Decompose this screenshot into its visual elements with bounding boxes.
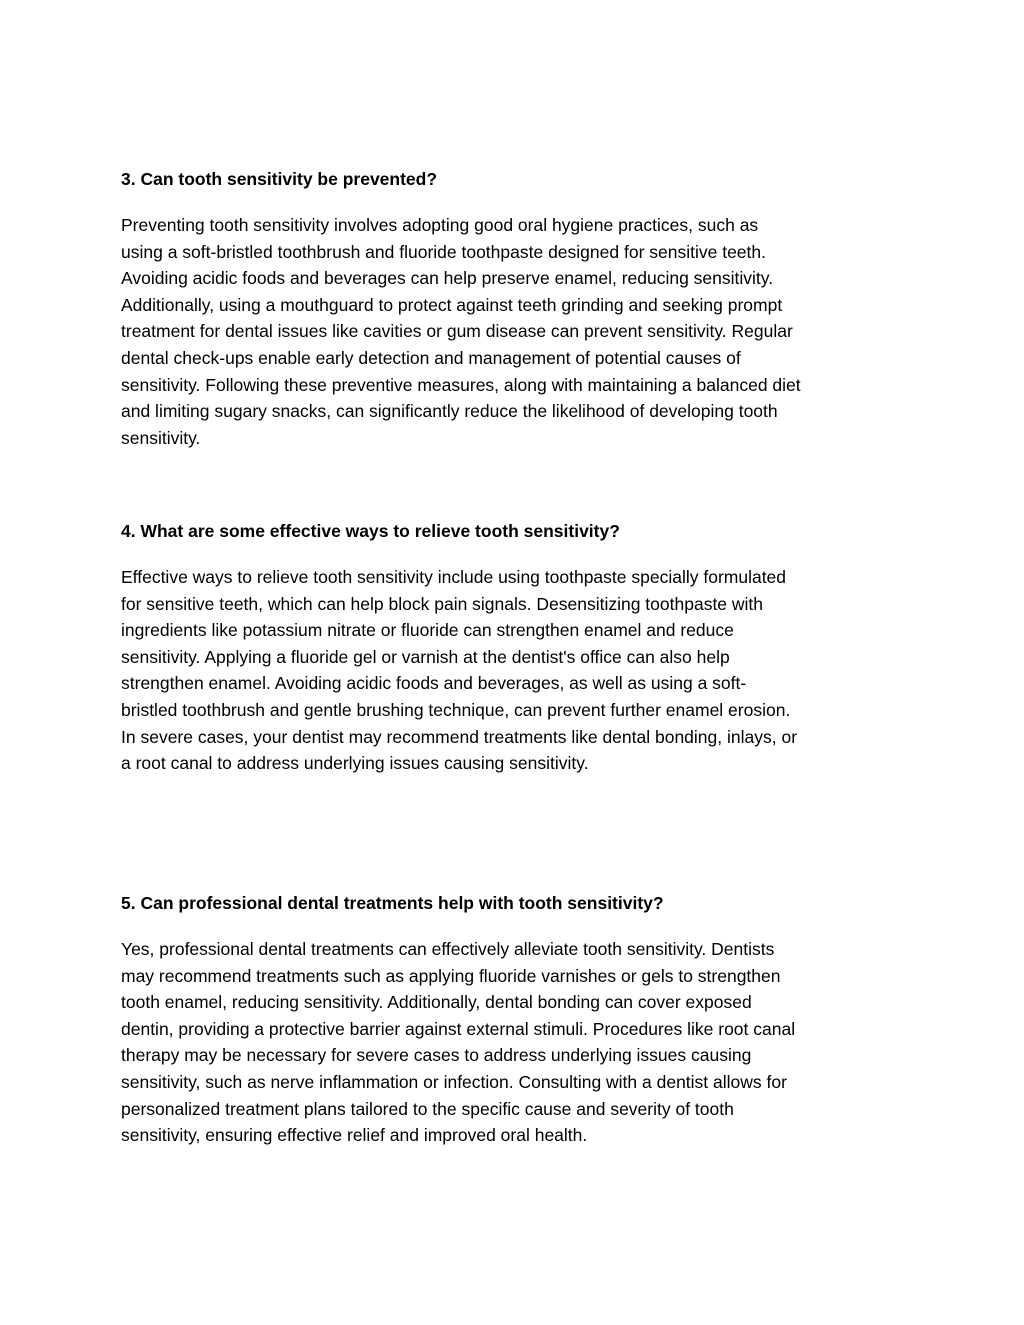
paragraph-line: Preventing tooth sensitivity involves adopting good oral hygiene practices, such as — [121, 215, 759, 235]
paragraph-line: Additionally, using a mouthguard to protect against teeth grinding and seeking prompt — [121, 294, 783, 315]
paragraph-line: bristled toothbrush and gentle brushing technique, can prevent further enamel erosion. — [121, 699, 791, 720]
section-heading: 5. Can professional dental treatments help with tooth sensitivity? — [121, 893, 664, 913]
paragraph-line: personalized treatment plans tailored to the specific cause and severity of tooth — [121, 1098, 734, 1119]
section-paragraph — [121, 936, 795, 1149]
paragraph-line: sensitivity. — [121, 427, 201, 448]
paragraph-line: and limiting sugary snacks, can significantly reduce the likelihood of developing tooth — [121, 401, 778, 422]
paragraph-line: Yes, professional dental treatments can effectively alleviate tooth sensitivity. Dentists — [121, 939, 775, 959]
paragraph-line: In severe cases, your dentist may recommend treatments like dental bonding, inlays, or — [121, 726, 798, 747]
paragraph-line: Avoiding acidic foods and beverages can help preserve enamel, reducing sensitivity. — [121, 268, 774, 289]
paragraph-line: strengthen enamel. Avoiding acidic foods and beverages, as well as using a soft- — [121, 673, 747, 694]
paragraph-line: tooth enamel, reducing sensitivity. Additionally, dental bonding can cover exposed — [121, 992, 752, 1013]
paragraph-line: therapy may be necessary for severe cases to address underlying issues causing — [121, 1045, 752, 1066]
faq-section-5 — [121, 890, 921, 1146]
paragraph-line: sensitivity. Following these preventive measures, along with maintaining a balanced diet — [121, 374, 801, 395]
paragraph-line: Effective ways to relieve tooth sensitivity include using toothpaste specially formulated — [121, 567, 787, 587]
section-paragraph — [121, 564, 797, 777]
faq-section-3 — [121, 166, 921, 448]
section-heading: 3. Can tooth sensitivity be prevented? — [121, 169, 438, 189]
section-heading: 4. What are some effective ways to relieve tooth sensitivity? — [121, 521, 620, 541]
paragraph-line: dental check-ups enable early detection and management of potential causes of — [121, 347, 741, 368]
faq-section-4 — [121, 518, 921, 774]
paragraph-line: treatment for dental issues like cavities or gum disease can prevent sensitivity. Regular — [121, 321, 793, 342]
paragraph-line: sensitivity. Applying a fluoride gel or varnish at the dentist's office can also help — [121, 646, 730, 667]
paragraph-line: for sensitive teeth, which can help block pain signals. Desensitizing toothpaste with — [121, 593, 764, 614]
paragraph-line: ingredients like potassium nitrate or fluoride can strengthen enamel and reduce — [121, 620, 734, 641]
paragraph-line: sensitivity, ensuring effective relief and improved oral health. — [121, 1125, 588, 1146]
section-paragraph — [121, 212, 801, 451]
paragraph-line: sensitivity, such as nerve inflammation or infection. Consulting with a dentist allows for — [121, 1071, 787, 1092]
paragraph-line: a root canal to address underlying issues causing sensitivity. — [121, 753, 589, 774]
paragraph-line: may recommend treatments such as applying fluoride varnishes or gels to strengthen — [121, 965, 781, 986]
paragraph-line: dentin, providing a protective barrier against external stimuli. Procedures like root canal — [121, 1018, 796, 1039]
paragraph-line: using a soft-bristled toothbrush and fluoride toothpaste designed for sensitive teeth. — [121, 241, 766, 262]
